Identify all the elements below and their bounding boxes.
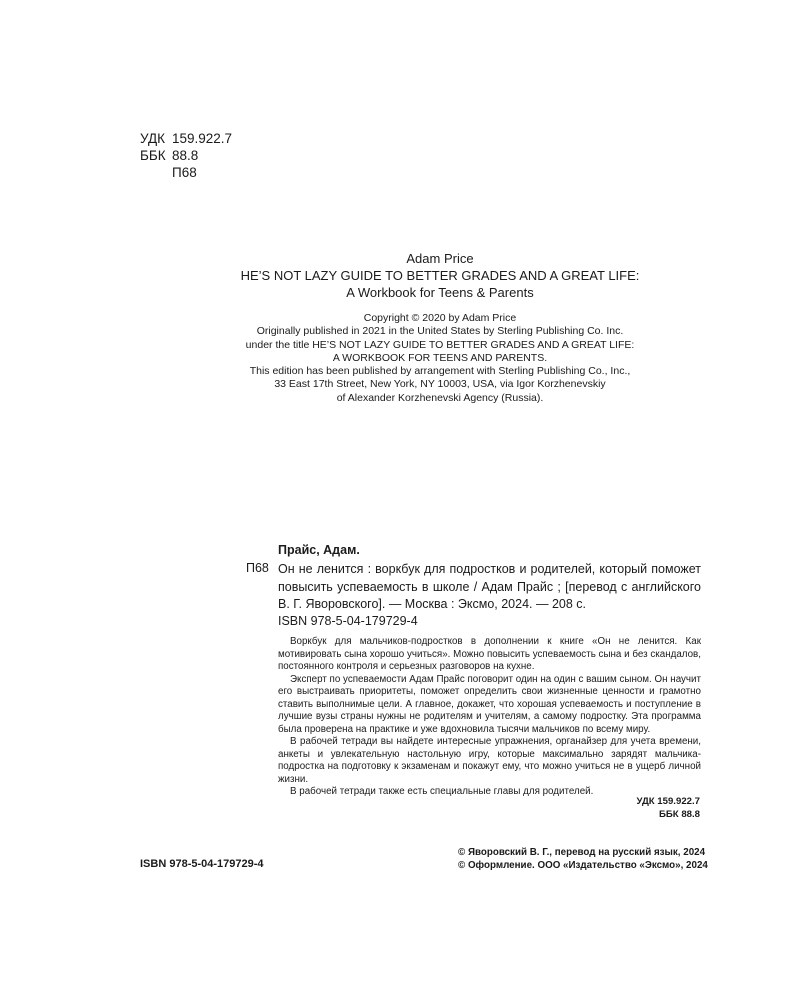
original-title: HE’S NOT LAZY GUIDE TO BETTER GRADES AND A GREAT LIFE: <box>240 268 640 283</box>
annotation-paragraph: Воркбук для мальчиков-подростков в дополнении к книге «Он не ленится. Как мотивировать сына хорошо учиться». Можно повысить успеваемость сына и без скандалов, постоянного контроля и серьезных разговоров на кухне. <box>278 636 701 672</box>
credit-line: Copyright © 2020 by Adam Price <box>363 312 517 324</box>
credit-line: This edition has been published by arrangement with Sterling Publishing Co., Inc., <box>249 365 631 378</box>
credit-line: Originally published in 2021 in the United States by Sterling Publishing Co. Inc. <box>256 325 624 338</box>
isbn-bottom: ISBN 978-5-04-179729-4 <box>140 858 264 870</box>
bbk-value: 88.8 <box>172 148 199 163</box>
original-author: Adam Price <box>406 251 474 266</box>
annotation <box>278 636 701 799</box>
annotation-paragraph: В рабочей тетради также есть специальные главы для родителей. <box>290 786 594 797</box>
udk-label: УДК <box>140 131 165 146</box>
udk-value: 159.922.7 <box>172 131 233 146</box>
annotation-paragraph: Эксперт по успеваемости Адам Прайс поговорит один на один с вашим сыном. Он научит его выстраивать приоритеты, поможет определить свои жизненные ценности и грамотно ставить выполнимые цели. А главное, докажет, что хорошая успеваемость и поступление в лучшие вузы страны нужны не родителям и учителям, а самому подростку. Эта программа была проверена на практике и уже вдохновила тысячи мальчиков по всему миру. <box>278 673 701 735</box>
catalog-heading: Прайс, Адам. <box>278 543 360 557</box>
bottom-bbk: ББК 88.8 <box>659 809 700 820</box>
bbk-label: ББК <box>140 148 166 163</box>
copyright-line: © Яворовский В. Г., перевод на русский язык, 2024 <box>458 847 706 858</box>
credit-line: 33 East 17th Street, New York, NY 10003, USA, via Igor Korzhenevskiy <box>274 378 606 391</box>
original-credits <box>200 250 680 405</box>
catalog-entry: Он не ленится : воркбук для подростков и родителей, который поможет повысить успеваемость в школе / Адам Прайс ; [перевод с английского В. Г. Яворовского]. — Москва : Эксмо, 2024. — 208 с. <box>278 562 701 611</box>
copyright-block <box>458 846 708 872</box>
author-code: П68 <box>172 165 197 180</box>
credit-line: A WORKBOOK FOR TEENS AND PARENTS. <box>332 351 548 364</box>
original-subtitle: A Workbook for Teens & Parents <box>346 285 534 300</box>
copyright-line: © Оформление. ООО «Издательство «Эксмо», 2024 <box>458 860 708 871</box>
catalog-isbn: ISBN 978-5-04-179729-4 <box>278 614 418 628</box>
credit-line: of Alexander Korzhenevski Agency (Russia). <box>336 391 544 404</box>
bottom-classification <box>636 795 700 821</box>
catalog-code: П68 <box>246 561 269 575</box>
classification-block <box>140 130 232 181</box>
annotation-paragraph: В рабочей тетради вы найдете интересные упражнения, органайзер для учета времени, анкеты и увлекательную настольную игру, которые максимально зарядят мальчика-подростка на подготовку к экзаменам и покажут ему, что можно учиться не в ущерб личной жизни. <box>278 736 701 785</box>
credit-line: under the title HE’S NOT LAZY GUIDE TO BETTER GRADES AND A GREAT LIFE: <box>245 338 635 351</box>
bottom-udk: УДК 159.922.7 <box>636 796 700 807</box>
